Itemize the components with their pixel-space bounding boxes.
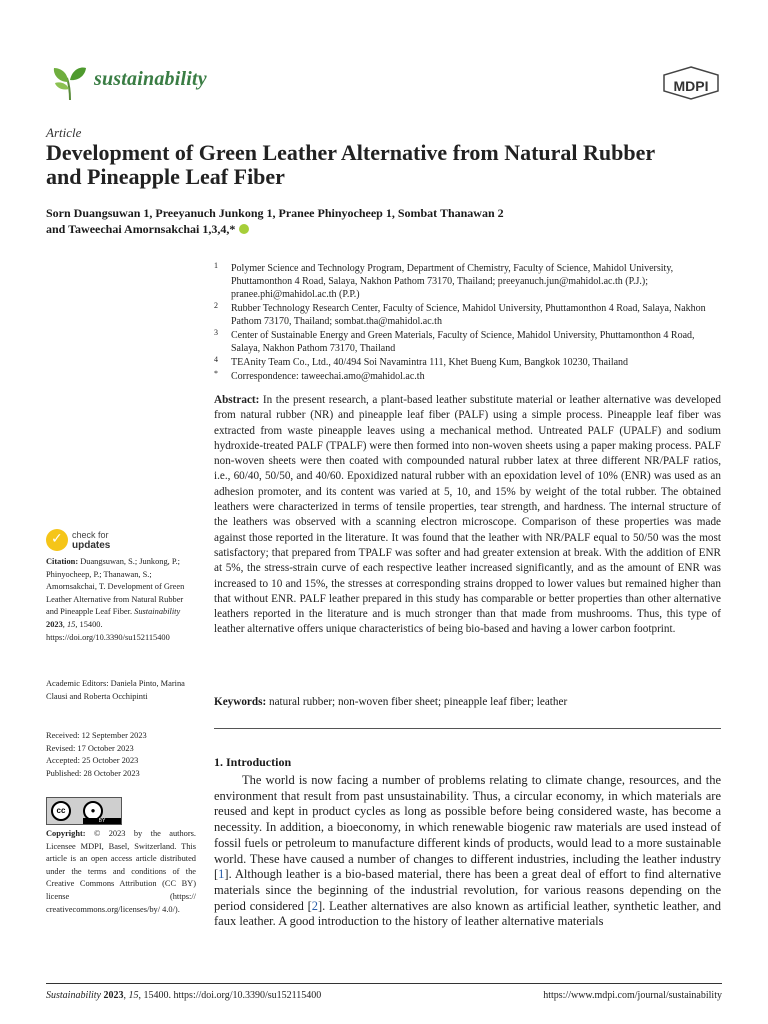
affiliation-item: 2 Rubber Technology Research Center, Faculty of Science, Mahidol University, Phuttamonthon 4 Road, Salaya, Nakhon Pathom 73170, Thailand; sombat.tha@mahidol.ac.th [214,301,706,327]
dates-block [46,730,196,780]
copyright-block: Copyright: © 2023 by the authors. Licensee MDPI, Basel, Switzerland. This article is an open access article distributed under the terms and conditions of the Creative Commons Attribution (CC BY) license (https:// creativecommons.org/licenses/by/ 4.0/). [46,829,197,914]
keywords-text: natural rubber; non-woven fiber sheet; pineapple leaf fiber; leather [269,696,568,708]
accepted-date: Accepted: 25 October 2023 [46,756,139,766]
footer-doi-link[interactable]: , 15400. https://doi.org/10.3390/su152115400 [138,990,322,1001]
affiliation-item: 1 Polymer Science and Technology Program, Department of Chemistry, Faculty of Science, Mahidol University, Phuttamonthon 4 Road, Salaya, Nakhon Pathom 73170, Thailand; preeyanuch.jun@mahidol.ac.th (P.J.); pranee.phi@mahidol.ac.th (P.P.) [214,261,674,300]
check-icon: ✓ [46,529,68,551]
footer-citation: Sustainability 2023, 15, 15400. https://doi.org/10.3390/su152115400 [46,990,322,1001]
publisher-name: MDPI [673,78,709,94]
revised-date: Revised: 17 October 2023 [46,743,134,753]
section-heading-introduction: 1. Introduction [214,755,292,769]
article-type: Article [46,125,82,140]
authors-line-2: and Taweechai Amornsakchai 1,3,4,* [46,221,736,237]
cc-icon: cc [51,801,71,821]
keywords-label: Keywords: [214,696,267,708]
academic-editors: Academic Editors: Daniela Pinto, Marina Clausi and Roberta Occhipinti [46,679,185,701]
author-list [46,205,736,237]
by-label: BY [83,818,121,824]
citation-doi-link[interactable]: , 15400. https://doi.org/10.3390/su152115400 [46,619,170,642]
footer-journal-url[interactable]: https://www.mdpi.com/journal/sustainability [543,990,722,1001]
received-date: Received: 12 September 2023 [46,731,147,740]
citation-block: Citation: Duangsuwan, S.; Junkong, P.; Phinyocheep, P.; Thanawan, S.; Amornsakchai, T. Development of Green Leather Alternative from Natural Rubber and Pineapple Leaf Fiber. Sustainability 2023, 15, 15400. https://doi.org/10.3390/su152115400 [46,557,185,642]
abstract [214,393,721,638]
journal-name: sustainability [94,68,207,90]
affiliations [214,262,722,384]
reference-link[interactable]: 2 [311,898,319,913]
keywords [214,695,721,710]
person-icon: ● [83,801,103,821]
authors-line-1: Sorn Duangsuwan 1, Preeyanuch Junkong 1, Pranee Phinyocheep 1, Sombat Thanawan 2 [46,206,504,220]
journal-logo [50,62,310,102]
abstract-label: Abstract: [214,394,260,406]
introduction-text: The world is now facing a number of problems relating to climate change, resources, and the environment that result from past unsustainability. Thus, a circular economy, in which materials are reused and kept in product cycles as long as possible before being considered waste, has become a necessity. In addition, a bioeconomy, in which renewable biogenic raw materials are used instead of fossil fuels or petroleum to manufacture different kinds of products, would lead to a more sustainable world. These have caused a number of changes to different industries, including the leather industry [1]. Although leather is a bio-based material, there has been a great deal of effort to find alternative materials since the beginning of the industrial revolution, for various reasons depending on the period considered [2]. Leather alternatives are also known as artificial leather, synthetic leather, and faux leather. A good introduction to the history of leather alternative materials [214,773,721,929]
affiliation-item: 3 Center of Sustainable Energy and Green Materials, Faculty of Science, Mahidol University, Phuttamonthon 4 Road, Salaya, Nakhon Pathom 73170, Thailand [214,328,695,354]
cc-by-license-badge[interactable] [46,797,122,825]
publisher-logo [662,66,720,100]
orcid-icon[interactable] [239,224,249,234]
affiliation-item: * Correspondence: taweechai.amo@mahidol.ac.th [214,369,425,382]
footer-divider [46,983,722,984]
affiliation-item: 4 TEAnity Team Co., Ltd., 40/494 Soi Navamintra 111, Khet Bueng Kum, Bangkok 10230, Thailand [214,355,629,368]
article-title: Development of Green Leather Alternative from Natural Rubber and Pineapple Leaf Fiber [46,140,655,189]
abstract-text: In the present research, a plant-based leather substitute material or leather alternative was developed from natural rubber (NR) and pineapple leaf fiber (PALF) using a simple process. Pineapple leaf fiber was extracted from waste pineapple leaves using a mechanical method. Untreated PALF (UPALF) and sodium hydroxide-treated PALF (TPALF) were then formed into non-woven sheets using a paper making process. PALF non-woven sheets were then coated with compounded natural rubber latex at three different NR/PALF ratios, i.e., 60/40, 50/50, and 40/60. Epoxidized natural rubber with an epoxidation level of 10% (ENR) was used as an adhesion promoter, and its content was varied at 5, 10, and 15% by weight of the total rubber. The obtained leathers were characterized in terms of tensile properties, tear strength, and hardness. The internal structure of the leathers was observed with a scanning electron microscope. Comparison of these properties was made against those reported in the literature. It was found that the leather with NR/PALF equal to 50/50 was the most satisfactory; that prepared from TPALF was softer and had greater extension at break. With the addition of ENR at 5%, the stress-strain curve of each respective leather increased significantly, and as the amount of ENR was increased to 10 and 15%, the stresses at corresponding strains dropped to lower values but remained higher than that without ENR. PALF leather prepared in this study has comparable or better properties than other alternative leathers reported in the literature and is much stronger than that made from mushrooms. Thus, this type of leather alternative offers unique characteristics of being bio-based and having a lower carbon footprint. [214,394,722,636]
published-date: Published: 28 October 2023 [46,768,140,778]
leaf-icon [50,62,90,102]
check-for-updates-badge[interactable]: ✓ check for updates [46,527,126,553]
reference-link[interactable]: 1 [218,867,225,882]
section-divider [214,728,721,729]
